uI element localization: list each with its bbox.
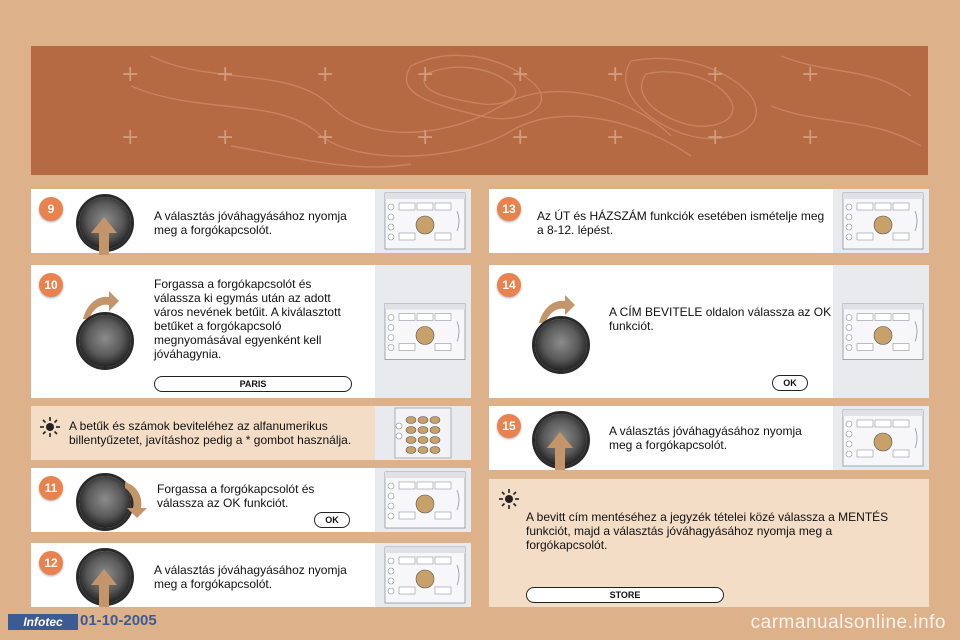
svg-text:+: + [606,125,625,150]
topographic-map-illustration [31,46,928,175]
ok-display-pill: OK [772,375,808,391]
tip-sun-icon [40,417,60,437]
step-15-text: A választás jóváhagyásához nyomja meg a forgókapcsolót. [609,424,802,452]
step-10-card [31,265,471,398]
tip-1-card [31,406,471,460]
svg-text:+: + [316,125,335,150]
step-10-text: Forgassa a forgókapcsolót és válassza ki egymás után az adott város nevének betűit. A kiválasztott betűket a forgókapcsoló megnyomásával egyenként kell jóváhagynia. [154,277,341,361]
svg-text:+: + [606,62,625,87]
step-11-text: Forgassa a forgókapcsolót és válassza az OK funkciót. [157,482,315,510]
svg-text:+: + [316,62,335,87]
keypad-icon [375,406,471,460]
step-12-text: A választás jóváhagyásához nyomja meg a forgókapcsolót. [154,563,347,591]
step-9-card [31,189,471,253]
svg-text:+: + [511,125,530,150]
footer-date: 01-10-2005 [80,612,157,629]
step-14-text: A CÍM BEVITELE oldalon válassza az OK funkciót. [609,305,832,333]
rotary-knob-icon [79,315,131,367]
svg-text:+: + [511,62,530,87]
tip-sun-icon [499,489,519,509]
step-11-badge: 11 [39,476,63,500]
arrow-up-icon [545,432,575,470]
svg-text:+: + [706,62,725,87]
step-14-badge: 14 [497,273,521,297]
step-13-badge: 13 [497,197,521,221]
paris-display-pill: PARIS [154,376,352,392]
svg-text:+: + [121,62,140,87]
svg-text:+: + [416,125,435,150]
infotec-logo: Infotec [8,614,78,630]
step-11-card [31,468,471,532]
step-14-card [489,265,929,398]
tip-2-card [489,479,929,607]
rotary-knob-icon [535,319,587,371]
watermark-text: carmanualsonline.info [750,612,946,633]
step-13-text: Az ÚT és HÁZSZÁM funkciók esetében ismételje meg a 8-12. lépést. [537,209,825,237]
svg-text:+: + [121,125,140,150]
arrow-up-icon [89,217,119,255]
step-9-text: A választás jóváhagyásához nyomja meg a forgókapcsolót. [154,209,347,237]
radio-unit-icon [375,468,471,532]
ok-display-pill: OK [314,512,350,528]
step-13-card [489,189,929,253]
store-display-pill: STORE [526,587,724,603]
svg-text:+: + [416,62,435,87]
svg-text:+: + [706,125,725,150]
svg-text:+: + [801,62,820,87]
step-15-badge: 15 [497,414,521,438]
svg-text:+: + [216,62,235,87]
tip-1-text: A betűk és számok beviteléhez az alfanumerikus billentyűzetet, javításhoz pedig a * gombot használja. [69,419,352,447]
step-9-badge: 9 [39,197,63,221]
radio-unit-icon [375,265,471,398]
radio-unit-icon [375,189,471,253]
step-12-card [31,543,471,607]
radio-unit-icon [375,543,471,607]
svg-text:+: + [801,125,820,150]
rotate-down-arrow-icon [123,480,151,520]
radio-unit-icon [833,406,929,470]
tip-2-text: A bevitt cím mentéséhez a jegyzék tételei közé válassza a MENTÉS funkciót, majd a választás jóváhagyásához nyomja meg a forgókapcsolót. [526,510,889,552]
step-10-badge: 10 [39,273,63,297]
radio-unit-icon [833,265,929,398]
radio-unit-icon [833,189,929,253]
map-banner [31,46,928,175]
step-15-card [489,406,929,470]
arrow-up-icon [89,569,119,607]
step-12-badge: 12 [39,551,63,575]
svg-text:+: + [216,125,235,150]
